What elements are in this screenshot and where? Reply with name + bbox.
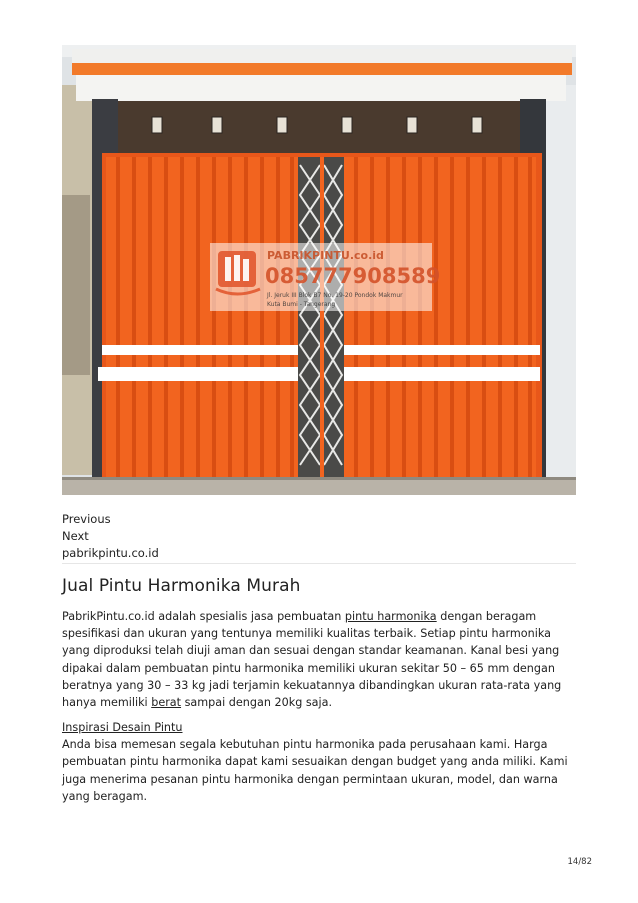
inspirasi-desain-link[interactable]: Inspirasi Desain Pintu <box>62 721 183 734</box>
article-paragraph-2 <box>62 719 576 805</box>
divider <box>62 563 576 564</box>
door-photo <box>62 45 576 495</box>
p2-text: Anda bisa memesan segala kebutuhan pintu harmonika pada perusahaan kami. Harga pembuatan pintu harmonika dapat kami sesuaikan dengan budget yang anda miliki. Kami juga menerima pesanan pintu harmonika dengan permintaan ukuran, model, dan warna yang beragam. <box>62 738 568 803</box>
site-caption: pabrikpintu.co.id <box>62 546 159 560</box>
next-link[interactable]: Next <box>62 529 89 543</box>
article-paragraph-1 <box>62 608 576 711</box>
p1-text-a: PabrikPintu.co.id adalah spesialis jasa pembuatan <box>62 610 345 623</box>
berat-link[interactable]: berat <box>151 696 182 710</box>
slideshow-nav <box>62 511 159 562</box>
previous-link[interactable]: Previous <box>62 512 111 526</box>
watermark-phone: 085777908589 <box>265 264 441 288</box>
pintu-harmonika-link[interactable]: pintu harmonika <box>344 610 437 623</box>
watermark-address-1: Jl. Jeruk III Blok B7 No. 19-20 Pondok Makmur <box>267 292 403 299</box>
watermark-address-2: Kuta Bumi - Tangerang <box>267 301 336 308</box>
watermark-brand: PABRIKPINTU.co.id <box>267 249 384 262</box>
page-number: 14/82 <box>567 857 592 867</box>
p1-text-b: dengan beragam spesifikasi dan ukuran yang tentunya memiliki kualitas terbaik. Setiap pintu harmonika yang diproduksi telah diuji aman dan sesuai dengan standar keamanan. Kanal besi yang dipakai dalam pembuatan pintu harmonika memiliki ukuran sekitar 50 – 65 mm dengan beratnya yang 30 – 33 kg jadi terjamin kekuatannya dibandingkan ukuran rata-rata yang hanya memiliki <box>62 610 562 710</box>
p1-text-c: sampai dengan 20kg saja. <box>181 696 333 710</box>
article-title: Jual Pintu Harmonika Murah <box>62 576 301 596</box>
